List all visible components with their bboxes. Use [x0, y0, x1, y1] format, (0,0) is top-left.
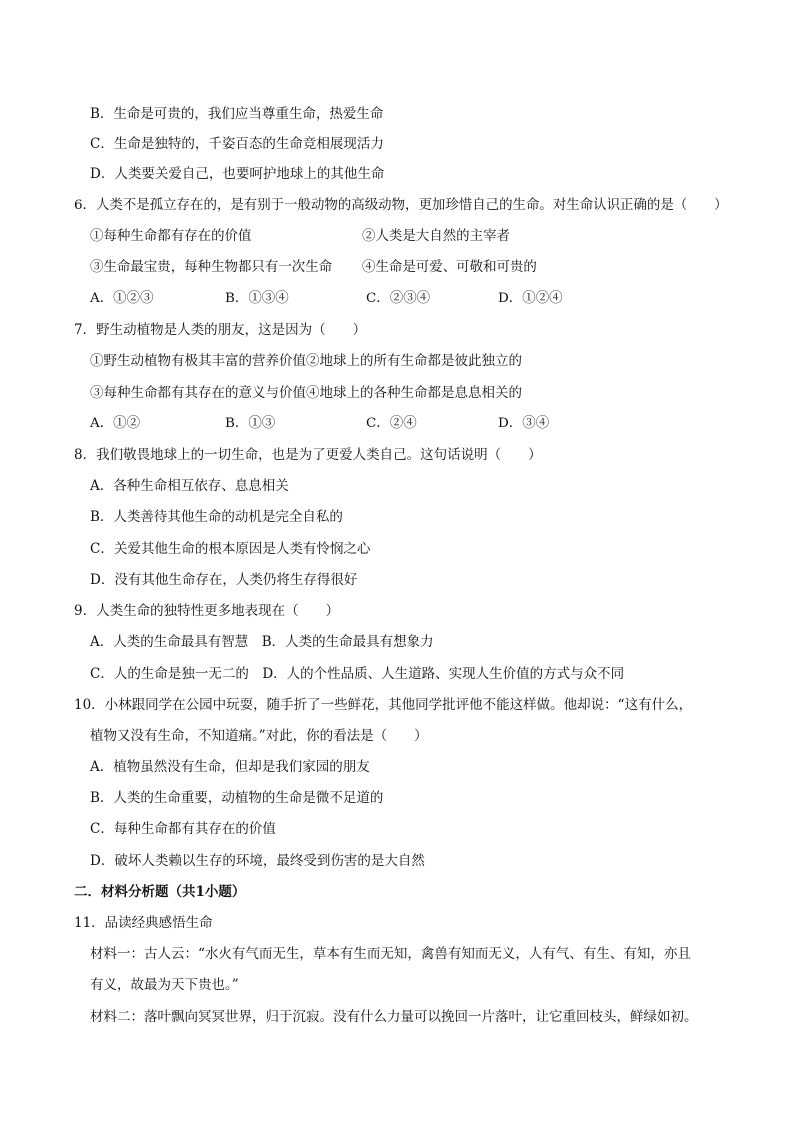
- q5-option-c: C．生命是独特的，千姿百态的生命竞相展现活力: [90, 136, 384, 152]
- q6-stem: 6．人类不是孤立存在的，是有别于一般动物的高级动物，更加珍惜自己的生命。对生命认识正确的是（ ）: [74, 198, 728, 213]
- q10-option-d: D．破坏人类赖以生存的环境，最终受到伤害的是大自然: [90, 853, 425, 869]
- q6-statement-2: ②人类是大自然的主宰者: [362, 229, 510, 244]
- q5-option-b: B．生命是可贵的，我们应当尊重生命，热爱生命: [90, 106, 384, 122]
- q7-statements-row2: ③每种生命都有其存在的意义与价值④地球上的各种生命都是息息相关的: [90, 385, 522, 401]
- q7-option-c: C．②④: [366, 416, 417, 431]
- q11-stem: 11．品读经典感悟生命: [74, 915, 213, 931]
- q8-option-a: A．各种生命相互依存、息息相关: [90, 478, 289, 494]
- q5-option-d: D．人类要关爱自己，也要呵护地球上的其他生命: [90, 166, 385, 182]
- section-title: 二．材料分析题（共1小题）: [74, 884, 246, 900]
- q10-stem-line1: 10．小林跟同学在公园中玩耍，随手折了一些鲜花，其他同学批评他不能这样做。他却说：“这有什么，: [74, 697, 693, 713]
- q11-material2: 材料二：落叶飘向冥冥世界，归于沉寂。没有什么力量可以挽回一片落叶，让它重回枝头，鲜绿如初。: [90, 1009, 698, 1025]
- q6-statement-3: ③生命最宝贵，每种生物都只有一次生命: [90, 260, 333, 275]
- q7-option-b: B．①③: [225, 416, 276, 431]
- q8-option-b: B．人类善待其他生命的动机是完全自私的: [90, 509, 343, 525]
- q6-statement-1: ①每种生命都有存在的价值: [90, 229, 252, 244]
- q6-option-a: A．①②③: [90, 291, 154, 306]
- q6-option-b: B．①③④: [225, 291, 289, 306]
- q9-stem: 9．人类生命的独特性更多地表现在（ ）: [74, 603, 340, 619]
- q11-material1-line1: 材料一：古人云：“水火有气而无生，草本有生而无知，禽兽有知而无义，人有气、有生、有知，亦且: [90, 946, 691, 962]
- q9-options-cd: C．人的生命是独一无二的 D．人的个性品质、人生道路、实现人生价值的方式与众不同: [90, 666, 625, 682]
- q7-option-a: A．①②: [90, 416, 141, 431]
- q7-option-d: D．③④: [498, 416, 550, 431]
- q6-option-d: D．①②④: [498, 291, 563, 306]
- q10-option-a: A．植物虽然没有生命，但却是我们家园的朋友: [90, 759, 370, 775]
- q8-option-d: D．没有其他生命存在，人类仍将生存得很好: [90, 572, 358, 588]
- q8-option-c: C．关爱其他生命的根本原因是人类有怜悯之心: [90, 541, 371, 557]
- q6-option-c: C．②③④: [366, 291, 431, 306]
- q11-material1-line2: 有义，故最为天下贵也。”: [90, 977, 239, 993]
- q6-statement-4: ④生命是可爱、可敬和可贵的: [362, 260, 537, 275]
- q10-stem-line2: 植物又没有生命，不知道痛。”对此，你的看法是（ ）: [90, 728, 428, 744]
- q10-option-c: C．每种生命都有其存在的价值: [90, 821, 276, 837]
- q10-option-b: B．人类的生命重要，动植物的生命是微不足道的: [90, 790, 384, 806]
- q7-stem: 7．野生动植物是人类的朋友，这是因为（ ）: [74, 322, 367, 338]
- q7-statements-row1: ①野生动植物有极其丰富的营养价值②地球上的所有生命都是彼此独立的: [90, 353, 522, 369]
- q8-stem: 8．我们敬畏地球上的一切生命，也是为了更爱人类自己。这句话说明（ ）: [74, 447, 542, 463]
- q9-options-ab: A．人类的生命最具有智慧 B．人类的生命最具有想象力: [90, 634, 434, 650]
